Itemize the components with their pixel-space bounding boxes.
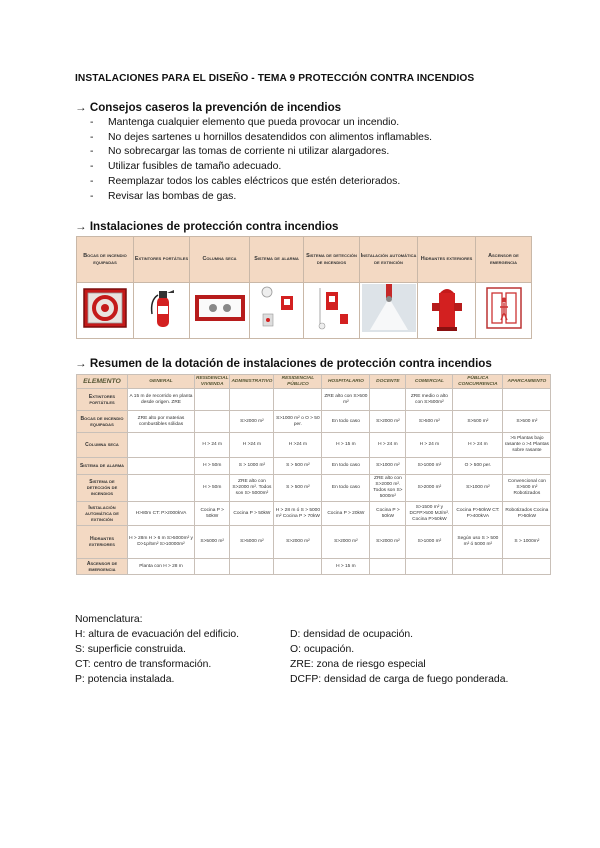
summary-row	[77, 475, 551, 502]
summary-cell	[453, 559, 503, 575]
list-dash: -	[90, 161, 94, 173]
summary-cell: Planta con H > 28 m	[128, 559, 195, 575]
tip-text: Mantenga cualquier elemento que pueda provocar un incendio.	[108, 117, 400, 128]
fire-hydrant-icon	[429, 283, 465, 333]
emergency-exit-icon	[486, 287, 522, 329]
installation-header: Hidrantes exteriores	[418, 237, 476, 283]
section-heading-installations: → Instalaciones de protección contra incendios	[75, 220, 339, 233]
summary-row	[77, 526, 551, 559]
summary-row	[77, 458, 551, 475]
summary-cell: S>2000 m²	[274, 526, 322, 559]
summary-cell	[370, 389, 406, 411]
summary-row-label: Columna seca	[77, 433, 128, 458]
summary-cell: S>1000 m²	[406, 526, 453, 559]
summary-cell	[128, 433, 195, 458]
tip-text: No dejes sartenes u hornillos desatendidos con alimentos inflamables.	[108, 131, 433, 143]
summary-cell: S>1000 m²	[453, 475, 503, 502]
tip-item	[90, 116, 432, 131]
tip-item	[90, 145, 432, 160]
summary-column-header: APARCAMIENTO	[503, 375, 551, 389]
installation-header: Ascensor de emergencia	[476, 237, 532, 283]
summary-cell: ZRE alto con S>2000 m². Todos son S> 5000m²	[230, 475, 274, 502]
summary-cell	[230, 559, 274, 575]
summary-cell: S>500 m²	[406, 411, 453, 433]
summary-cell: S>1000 m² o O > 50 per.	[274, 411, 322, 433]
summary-cell: A 15 m de recorrido en planta desde origen. ZRE	[128, 389, 195, 411]
installation-image-cell	[77, 283, 134, 339]
summary-column-header: RESIDENCIAL VIVIENDA	[196, 375, 229, 387]
summary-cell	[128, 458, 195, 475]
summary-cell: S>500 m²	[503, 411, 551, 433]
summary-cell: S>2000 m²	[322, 526, 370, 559]
nomenclature-entry: S: superficie construida.	[75, 644, 186, 655]
summary-cell	[370, 559, 406, 575]
fire-detector-icon	[310, 284, 354, 332]
summary-cell: H > 24 m	[453, 433, 503, 458]
page-title: INSTALACIONES PARA EL DISEÑO - TEMA 9 PROTECCIÓN CONTRA INCENDIOS	[75, 73, 475, 84]
summary-cell: S>500 m²	[453, 411, 503, 433]
summary-cell: H > 24 m	[370, 433, 406, 458]
installation-image-cell	[134, 283, 190, 339]
installation-image-cell	[418, 283, 476, 339]
nomenclature-entry: DCFP: densidad de carga de fuego ponderada.	[290, 674, 509, 685]
tips-list	[90, 116, 432, 204]
summary-column-header: RESIDENCIAL PÚBLICO	[274, 375, 322, 389]
summary-cell: En todo caso	[322, 475, 370, 502]
summary-cell: ZRE alto con S>2000 m². Todos son S> 5000m²	[370, 475, 406, 502]
list-dash: -	[90, 175, 94, 187]
fire-extinguisher-icon	[147, 286, 177, 330]
summary-cell: H > 50m	[195, 475, 230, 502]
summary-cell: En todo caso	[322, 411, 370, 433]
summary-row-label: Ascensor de emergencia	[77, 559, 128, 575]
summary-cell: ZRE alto por materias combustibles sólidas	[128, 411, 195, 433]
tip-item	[90, 160, 432, 175]
tip-item	[90, 131, 432, 146]
summary-cell	[230, 389, 274, 411]
summary-cell	[195, 389, 230, 411]
summary-cell	[195, 411, 230, 433]
summary-row	[77, 433, 551, 458]
summary-cell: H > 50m	[195, 458, 230, 475]
summary-row	[77, 502, 551, 526]
summary-row-label: Extintores portátiles	[77, 389, 128, 411]
fire-hose-reel-icon	[81, 286, 129, 330]
installation-image-cell	[360, 283, 418, 339]
summary-cell: Cocina P > 50kW	[195, 502, 230, 526]
list-dash: -	[90, 190, 94, 202]
summary-cell: H > 24 m	[195, 433, 230, 458]
summary-cell: O > 500 per.	[453, 458, 503, 475]
summary-cell: S>1500 m² y DCFP>500 MJ/m². Cocina P>50kW	[406, 502, 453, 526]
sprinkler-icon	[362, 284, 416, 332]
installation-image-cell	[190, 283, 250, 339]
summary-cell: S>1000 m²	[370, 458, 406, 475]
summary-cell: S > 500 m²	[274, 458, 322, 475]
summary-cell: S>2000 m²	[370, 526, 406, 559]
summary-cell: H>80m CT: P>2000kVA	[128, 502, 195, 526]
summary-cell: S > 1000m²	[503, 526, 551, 559]
summary-cell: ZRE medio o alto con S>500m²	[406, 389, 453, 411]
summary-cell: Cocina P > 50kW	[230, 502, 274, 526]
summary-cell: >5 Plantas bajo rasante o >4 Plantas sobre rasante	[503, 433, 551, 458]
summary-cell: S>2000 m²	[406, 475, 453, 502]
nomenclature-entry: H: altura de evacuación del edificio.	[75, 629, 240, 640]
summary-cell: Robotizados Cocina P>50kW	[503, 502, 551, 526]
summary-cell: S > 1000 m²	[230, 458, 274, 475]
list-dash: -	[90, 117, 94, 128]
summary-cell	[195, 559, 230, 575]
summary-cell	[128, 475, 195, 502]
summary-cell	[503, 458, 551, 475]
summary-cell: H > 24 m	[406, 433, 453, 458]
summary-row-label: Instalación automática de extinción	[77, 502, 128, 526]
nomenclature-entry: O: ocupación.	[290, 644, 355, 655]
summary-cell	[274, 559, 322, 575]
summary-cell: Cocina P > 50kW	[370, 502, 406, 526]
tip-text: No sobrecargar las tomas de corriente ni utilizar alargadores.	[108, 146, 390, 158]
summary-row-label: Sistema de alarma	[77, 458, 128, 475]
summary-row	[77, 559, 551, 575]
installation-image-cell	[476, 283, 532, 339]
tip-text: Utilizar fusibles de tamaño adecuado.	[108, 161, 282, 173]
nomenclature-entry: D: densidad de ocupación.	[290, 629, 414, 640]
summary-row-label: Sistema de detección de incendios	[77, 475, 128, 502]
summary-row-label: Bocas de incendio equipadas	[77, 411, 128, 433]
installation-header: Sistema de alarma	[250, 237, 304, 283]
summary-cell: Cocina P > 20kW	[322, 502, 370, 526]
summary-cell: H >24 m	[274, 433, 322, 458]
nomenclature-entry: CT: centro de transformación.	[75, 659, 212, 670]
summary-cell: ZRE alto con S>500 m²	[322, 389, 370, 411]
alarm-system-icon	[257, 284, 297, 332]
summary-cell: H > 15 m	[322, 559, 370, 575]
nomenclature-entry: P: potencia instalada.	[75, 674, 175, 685]
section-heading-tips: → Consejos caseros la prevención de incendios	[75, 101, 342, 114]
summary-row	[77, 389, 551, 411]
summary-table	[76, 374, 551, 575]
summary-cell: Según uso S > 500 m² ó 5000 m²	[453, 526, 503, 559]
summary-cell	[503, 389, 551, 411]
installation-image-cell	[304, 283, 360, 339]
tip-text: Revisar las bombas de gas.	[108, 190, 237, 202]
summary-cell	[503, 559, 551, 575]
dry-riser-cabinet-icon	[193, 293, 247, 323]
summary-cell: S>2000 m²	[230, 411, 274, 433]
summary-column-header: HOSPITALARIO	[322, 375, 370, 389]
installation-header: Columna seca	[190, 237, 250, 283]
summary-cell: Convencional con S>500 m² Robotizados	[503, 475, 551, 502]
summary-row	[77, 411, 551, 433]
installation-header: Instalación automática de extinción	[360, 237, 418, 283]
summary-cell: En todo caso	[322, 458, 370, 475]
summary-cell: S>1000 m²	[406, 458, 453, 475]
summary-column-header: DOCENTE	[370, 375, 406, 389]
nomenclature-title: Nomenclatura:	[75, 614, 143, 625]
section-heading-summary: → Resumen de la dotación de instalaciones de protección contra incendios	[75, 357, 492, 370]
nomenclature-entry: ZRE: zona de riesgo especial	[290, 659, 426, 670]
installation-image-cell	[250, 283, 304, 339]
summary-cell: H >24 m	[230, 433, 274, 458]
summary-cell: H > 28 m ó S > 5000 m² Cocina P > 70kW	[274, 502, 322, 526]
tip-item	[90, 190, 432, 205]
list-dash: -	[90, 131, 94, 143]
summary-cell: Cocina P>50kW CT: P>400kVA	[453, 502, 503, 526]
summary-cell	[453, 389, 503, 411]
tip-text: Reemplazar todos los cables eléctricos que estén deteriorados.	[108, 175, 401, 187]
summary-cell	[274, 389, 322, 411]
summary-column-header: COMERCIAL	[406, 375, 453, 389]
summary-cell: S>5000 m²	[230, 526, 274, 559]
summary-cell: S>2000 m²	[370, 411, 406, 433]
summary-column-header: ELEMENTO	[77, 375, 128, 389]
summary-cell: S>5000 m²	[195, 526, 230, 559]
summary-column-header: GENERAL	[128, 375, 195, 389]
installation-header: Extintores portátiles	[134, 237, 190, 283]
summary-cell	[406, 559, 453, 575]
summary-column-header: PÚBLICA CONCURRENCIA	[453, 375, 503, 389]
list-dash: -	[90, 146, 94, 158]
summary-cell: H > 28m H > 6 m S>5000m² y D>1p/5m² S>10000m²	[128, 526, 195, 559]
installations-table	[76, 236, 532, 339]
summary-cell: S > 500 m²	[274, 475, 322, 502]
installation-header: Bocas de incendio equipadas	[77, 237, 134, 283]
installation-header: Sistema de detección de incendios	[304, 237, 360, 283]
tip-item	[90, 175, 432, 190]
summary-column-header: ADMINISTRATIVO	[230, 375, 274, 389]
summary-cell: H > 15 m	[322, 433, 370, 458]
summary-row-label: Hidrantes exteriores	[77, 526, 128, 559]
